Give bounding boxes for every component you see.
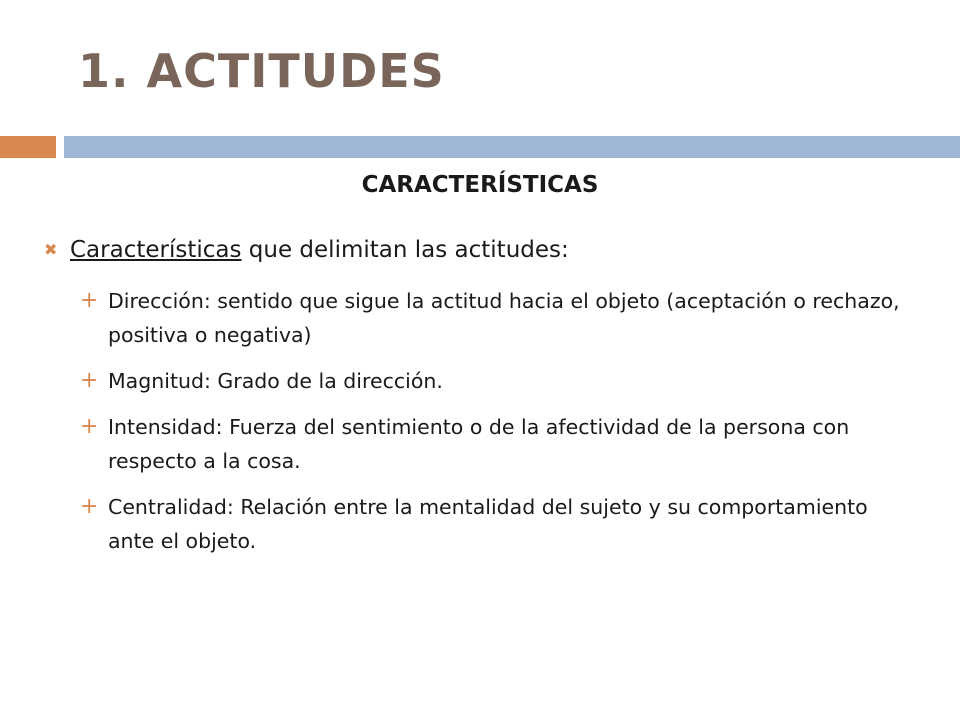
main-bullet-text [70, 232, 569, 268]
accent-bar-blue [64, 136, 960, 158]
sub-bullet-text: Dirección: sentido que sigue la actitud hacia el objeto (aceptación o rechazo, positiva o negativa) [108, 289, 900, 347]
accent-bar-orange [0, 136, 56, 158]
list-item [80, 284, 920, 352]
slide-subtitle: CARACTERÍSTICAS [361, 172, 599, 198]
plus-bullet-icon: + [80, 494, 99, 519]
list-item [80, 410, 920, 478]
list-item [80, 490, 920, 558]
plus-bullet-icon: + [80, 414, 99, 439]
list-item [80, 364, 920, 398]
sub-bullet-text: Centralidad: Relación entre la mentalidad del sujeto y su comportamiento ante el objeto. [108, 495, 868, 553]
plus-bullet-icon: + [80, 368, 99, 393]
main-bullet [44, 232, 904, 268]
main-bullet-rest: que delimitan las actitudes: [241, 237, 569, 263]
x-bullet-icon: ✖ [44, 240, 58, 259]
sub-bullet-text: Magnitud: Grado de la dirección. [108, 369, 443, 393]
plus-bullet-icon: + [80, 288, 99, 313]
sub-bullet-text: Intensidad: Fuerza del sentimiento o de la afectividad de la persona con respecto a la cosa. [108, 415, 850, 473]
main-bullet-underlined-word: Características [70, 237, 242, 263]
sub-bullet-list [80, 284, 920, 570]
slide-title: 1. ACTITUDES [78, 44, 445, 98]
